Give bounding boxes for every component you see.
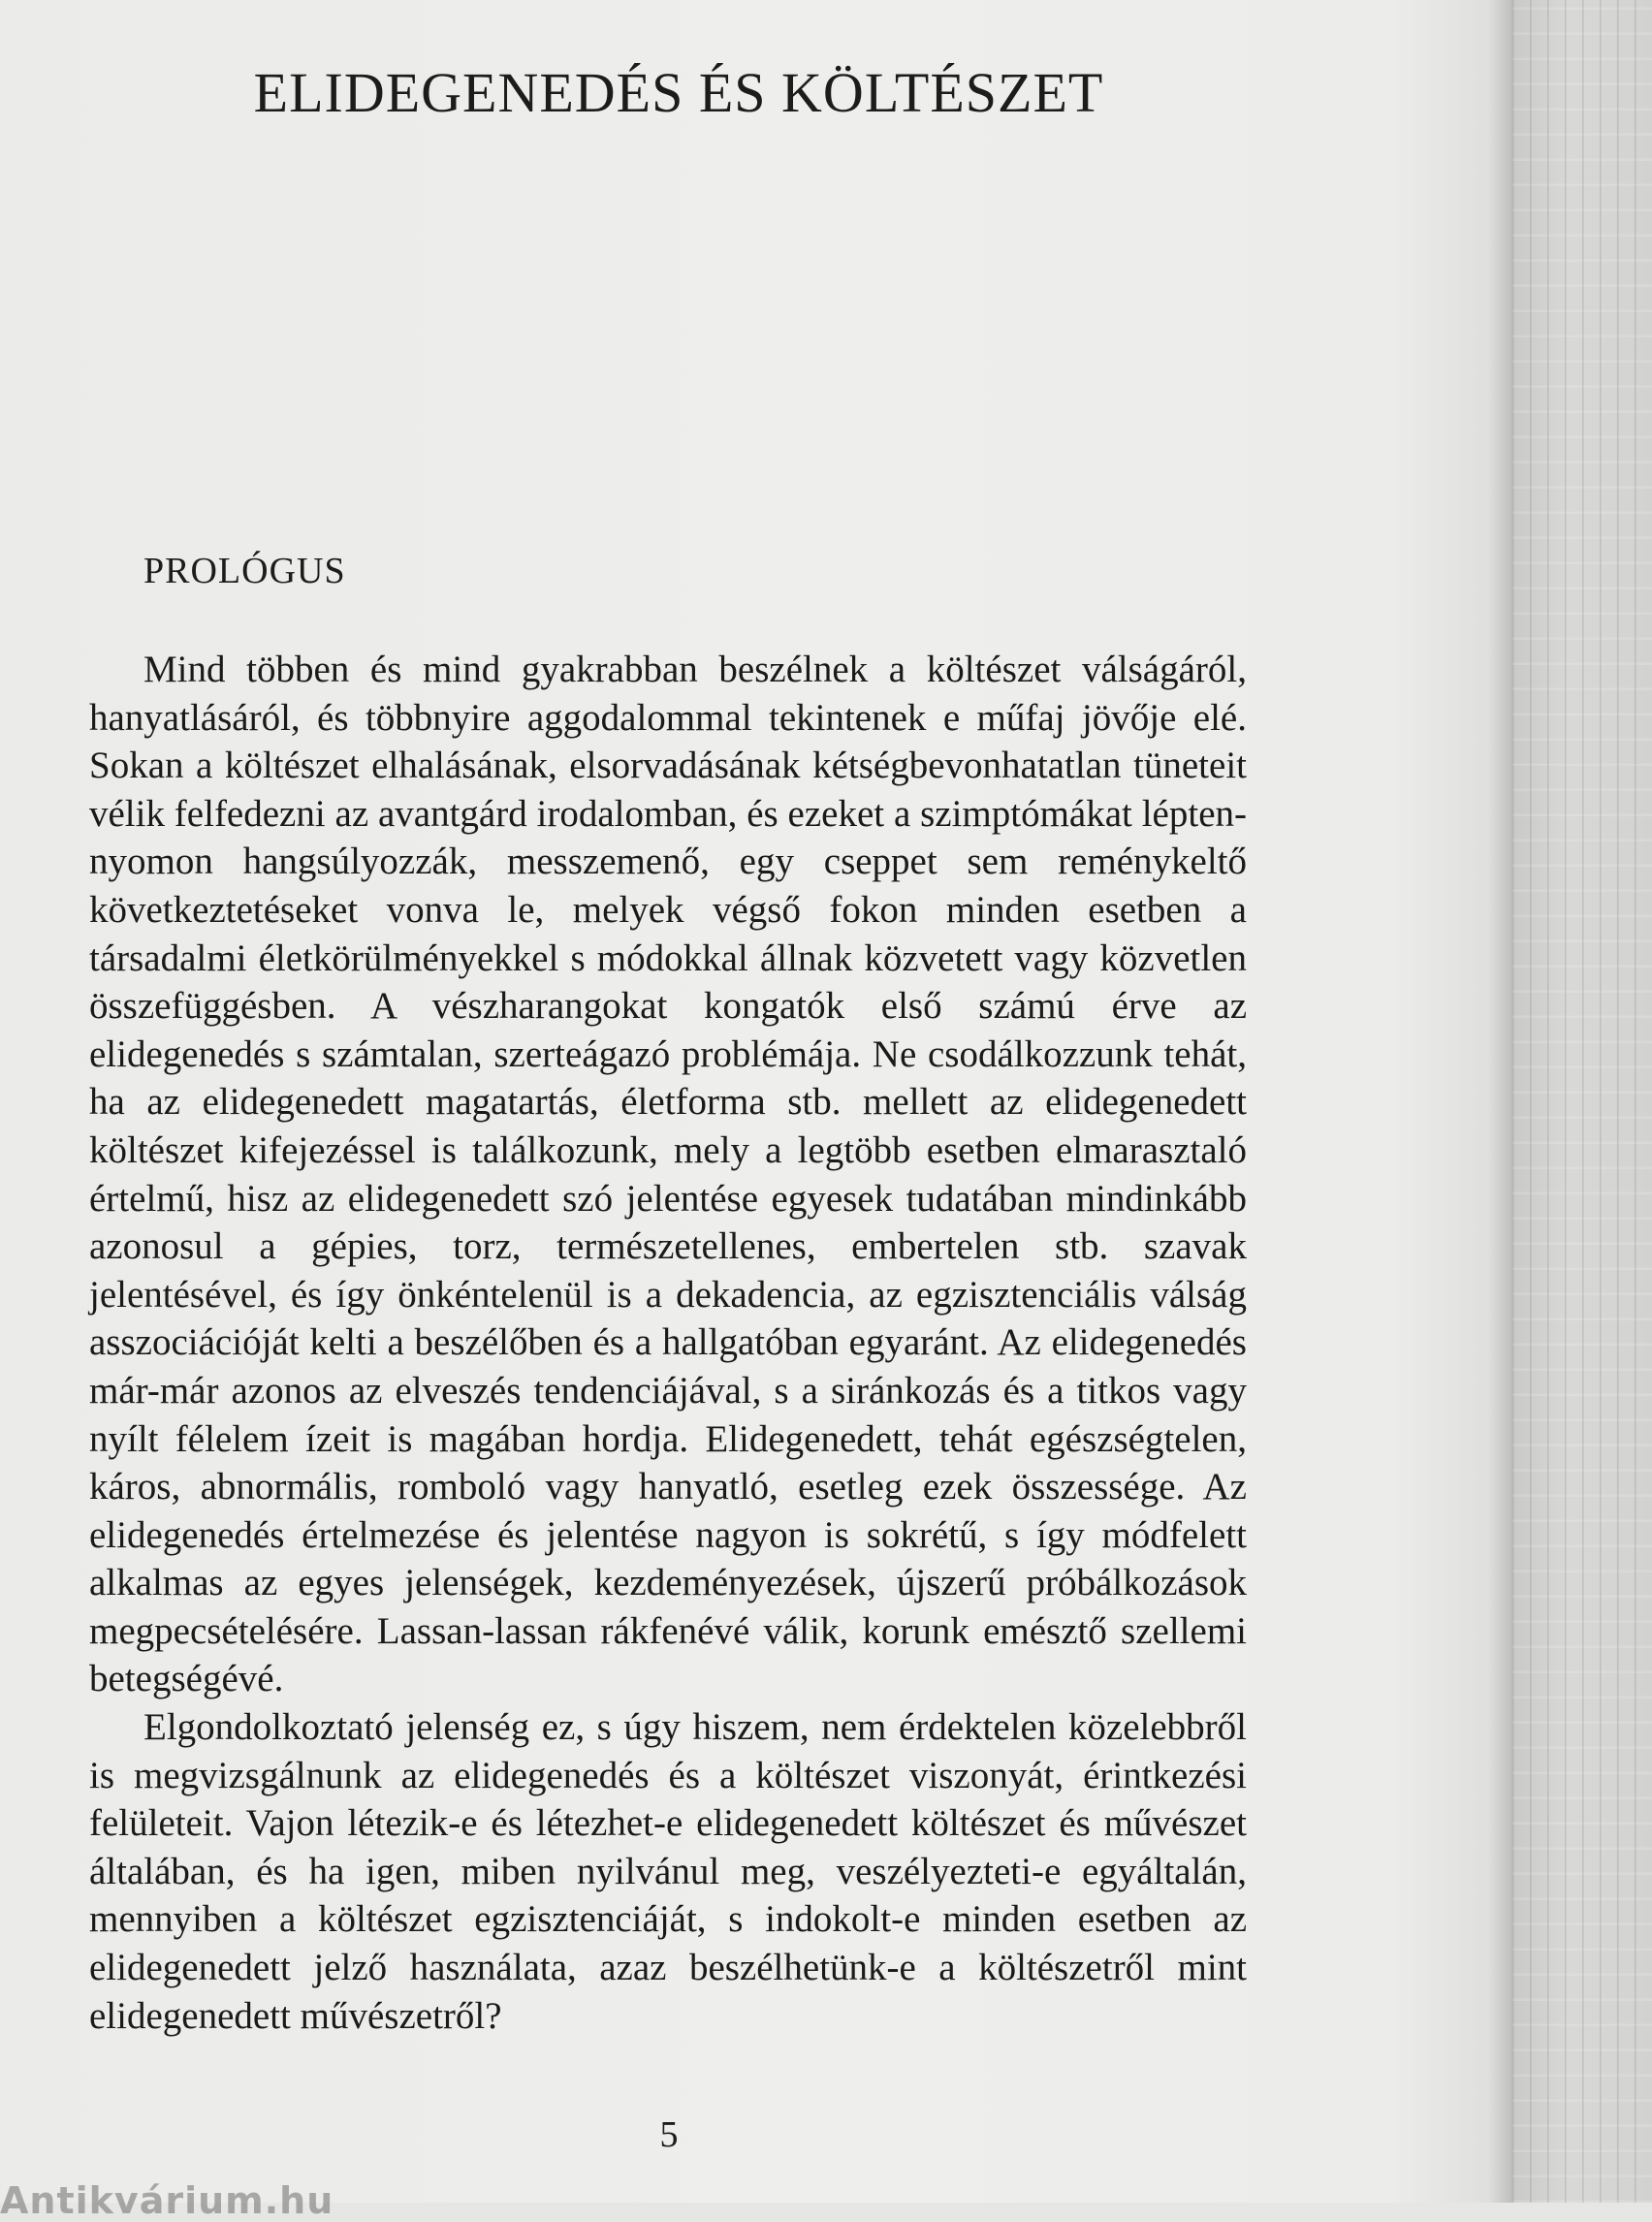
chapter-title: ELIDEGENEDÉS ÉS KÖLTÉSZET [253, 61, 1104, 124]
section-heading: PROLÓGUS [143, 551, 346, 591]
adjacent-page-edge [1512, 0, 1652, 2203]
paragraph-2: Elgondolkoztató jelenség ez, s úgy hiszem, nem érdektelen közelebbről is megvizsgálnunk az elidegenedés és a költészet viszonyát, érintkezési felületeit. Vajon létezik-e és létezhet-e elidegenedett költészet és művészet általában, és ha igen, miben nyilvánul meg, veszélyezteti-e egyáltalán, mennyiben a költészet egzisztenciáját, s indokolt-e minden esetben az elidegenedett jelző használata, azaz beszélhetünk-e a költészetről mint elidegenedett művészetről? [89, 1706, 1247, 2037]
page-number: 5 [659, 2114, 679, 2155]
body-text [89, 646, 1247, 2040]
paragraph-1: Mind többen és mind gyakrabban beszélnek a költészet válságáról, hanyatlásáról, és többnyire aggodalommal tekintenek e műfaj jövője elé. Sokan a költészet elhalásának, elsorvadásának kétségbevonhatatlan tüneteit vélik felfedezni az avantgárd irodalomban, és ezeket a szimptómákat lépten-nyomon hangsúlyozzák, messzemenő, egy cseppet sem reménykeltő következtetéseket vonva le, melyek végső fokon minden esetben a társadalmi életkörülményekkel s módokkal állnak közvetett vagy közvetlen összefüggésben. A vészharangokat kongatók első számú érve az elidegenedés s számtalan, szerteágazó problémája. Ne csodálkozzunk tehát, ha az elidegenedett magatartás, életforma stb. mellett az elidegenedett költészet kifejezéssel is találkozunk, mely a legtöbb esetben elmarasztaló értelmű, hisz az elidegenedett szó jelentése egyesek tudatában mindinkább azonosul a gépies, torz, természetellenes, embertelen stb. szavak jelentésével, és így önkéntelenül is a dekadencia, az egzisztenciális válság asszociációját kelti a beszélőben és a hallgatóban egyaránt. Az elidegenedés már-már azonos az elveszés tendenciájával, s a siránkozás és a titkos vagy nyílt félelem ízeit is magában hordja. Elidegenedett, tehát egészségtelen, káros, abnormális, romboló vagy hanyatló, esetleg ezek összessége. Az elidegenedés értelmezése és jelentése nagyon is sokrétű, s így módfelett alkalmas az egyes jelenségek, kezdeményezések, újszerű próbálkozások megpecsételésére. Lassan-lassan rákfenévé válik, korunk emésztő szellemi betegségévé. [89, 649, 1247, 1700]
watermark: Antikvárium.hu [0, 2179, 334, 2222]
